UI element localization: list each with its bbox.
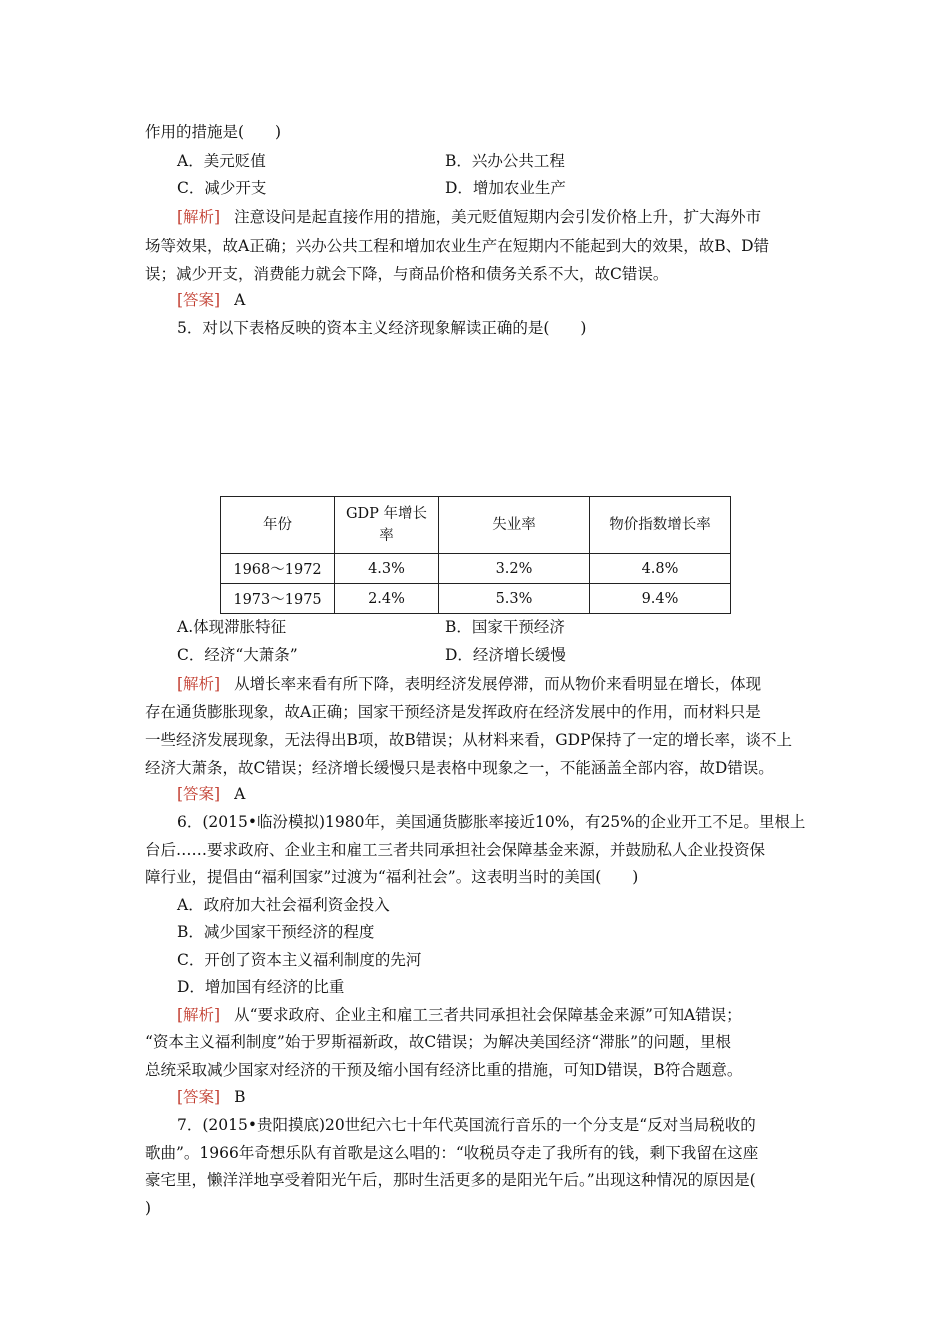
q5-option-a: A.体现滞胀特征	[177, 618, 287, 636]
q6-analysis-line-3: 总统采取减少国家对经济的干预及缩小国有经济比重的措施，可知D错误，B符合题意。	[145, 1061, 743, 1079]
table-cell: 9.4%	[590, 584, 731, 614]
q4-answer	[177, 290, 847, 310]
q6-option-b: B．减少国家干预经济的程度	[177, 923, 375, 941]
q5-analysis-line-4: 经济大萧条，故C错误；经济增长缓慢只是表格中现象之一，不能涵盖全部内容，故D错误。	[145, 759, 774, 777]
q4-analysis-line-1	[177, 207, 847, 227]
q4-option-a: A．美元贬值	[177, 152, 266, 170]
answer-tag: [答案]	[177, 785, 221, 803]
analysis-text: 从增长率来看有所下降，表明经济发展停滞，而从物价来看明显在增长，体现	[234, 675, 762, 693]
analysis-tag: [解析]	[177, 1006, 221, 1024]
table-cell: 4.8%	[590, 554, 731, 584]
table-cell: 2.4%	[335, 584, 439, 614]
analysis-tag: [解析]	[177, 208, 221, 226]
q7-stem-line-2: 歌曲”。1966年奇想乐队有首歌是这么唱的：“收税员夺走了我所有的钱，剩下我留在这座	[145, 1144, 759, 1162]
q7-stem-line-3: 豪宅里，懒洋洋地享受着阳光午后，那时生活更多的是阳光午后。”出现这种情况的原因是(	[145, 1171, 756, 1189]
table-row	[221, 584, 731, 614]
analysis-text: 注意设问是起直接作用的措施，美元贬值短期内会引发价格上升，扩大海外市	[234, 208, 762, 226]
q7-stem-line-4: )	[145, 1199, 152, 1217]
q6-stem-line-3: 障行业，提倡由“福利国家”过渡为“福利社会”。这表明当时的美国( )	[145, 868, 639, 886]
table-header-row	[221, 497, 731, 554]
header-gdp: GDP 年增长 率	[335, 497, 439, 554]
q4-option-b: B．兴办公共工程	[445, 152, 565, 170]
q4-analysis-line-2: 场等效果，故A正确；兴办公共工程和增加农业生产在短期内不能起到大的效果，故B、D错	[145, 237, 770, 255]
q6-analysis-line-2: “资本主义福利制度”始于罗斯福新政，故C错误；为解决美国经济“滞胀”的问题，里根	[145, 1033, 732, 1051]
q6-analysis-line-1	[177, 1005, 847, 1025]
q5-option-c: C．经济“大萧条”	[177, 646, 298, 664]
q5-stem: 5．对以下表格反映的资本主义经济现象解读正确的是( )	[177, 319, 587, 337]
q7-stem-line-1: 7．(2015•贵阳摸底)20世纪六七十年代英国流行音乐的一个分支是“反对当局税收的	[177, 1116, 756, 1134]
q6-answer	[177, 1087, 847, 1107]
q6-option-c: C．开创了资本主义福利制度的先河	[177, 951, 422, 969]
answer-tag: [答案]	[177, 1088, 221, 1106]
table-cell: 3.2%	[439, 554, 590, 584]
answer-tag: [答案]	[177, 291, 221, 309]
answer-value: B	[234, 1088, 246, 1106]
answer-value: A	[234, 785, 246, 803]
analysis-tag: [解析]	[177, 675, 221, 693]
q4-analysis-line-3: 误；减少开支，消费能力就会下降，与商品价格和债务关系不大，故C错误。	[145, 265, 669, 283]
header-year: 年份	[221, 497, 335, 554]
q5-analysis-line-3: 一些经济发展现象，无法得出B项，故B错误；从材料来看，GDP保持了一定的增长率，谈不上	[145, 731, 793, 749]
q5-analysis-line-2: 存在通货膨胀现象，故A正确；国家干预经济是发挥政府在经济发展中的作用，而材料只是	[145, 703, 761, 721]
table-cell: 5.3%	[439, 584, 590, 614]
q4-option-c: C．减少开支	[177, 179, 267, 197]
table-cell: 1973～1975	[221, 584, 335, 614]
q5-analysis-line-1	[177, 674, 847, 694]
q6-stem-line-2: 台后……要求政府、企业主和雇工三者共同承担社会保障基金来源，并鼓励私人企业投资保	[145, 841, 766, 859]
q5-option-b: B．国家干预经济	[445, 618, 565, 636]
header-unemployment: 失业率	[439, 497, 590, 554]
q4-option-d: D．增加农业生产	[445, 179, 566, 197]
q6-option-d: D．增加国有经济的比重	[177, 978, 345, 996]
table-cell: 1968～1972	[221, 554, 335, 584]
q5-answer	[177, 784, 847, 804]
q4-stem-tail: 作用的措施是( )	[145, 123, 282, 141]
header-price-index: 物价指数增长率	[590, 497, 731, 554]
q5-option-d: D．经济增长缓慢	[445, 646, 566, 664]
q6-stem-line-1: 6．(2015•临汾模拟)1980年，美国通货膨胀率接近10%，有25%的企业开工不足。里根上	[177, 813, 806, 831]
table-row	[221, 554, 731, 584]
table-cell: 4.3%	[335, 554, 439, 584]
q6-option-a: A．政府加大社会福利资金投入	[177, 896, 390, 914]
analysis-text: 从“要求政府、企业主和雇工三者共同承担社会保障基金来源”可知A错误；	[234, 1006, 742, 1024]
data-table	[220, 496, 731, 614]
answer-value: A	[234, 291, 246, 309]
